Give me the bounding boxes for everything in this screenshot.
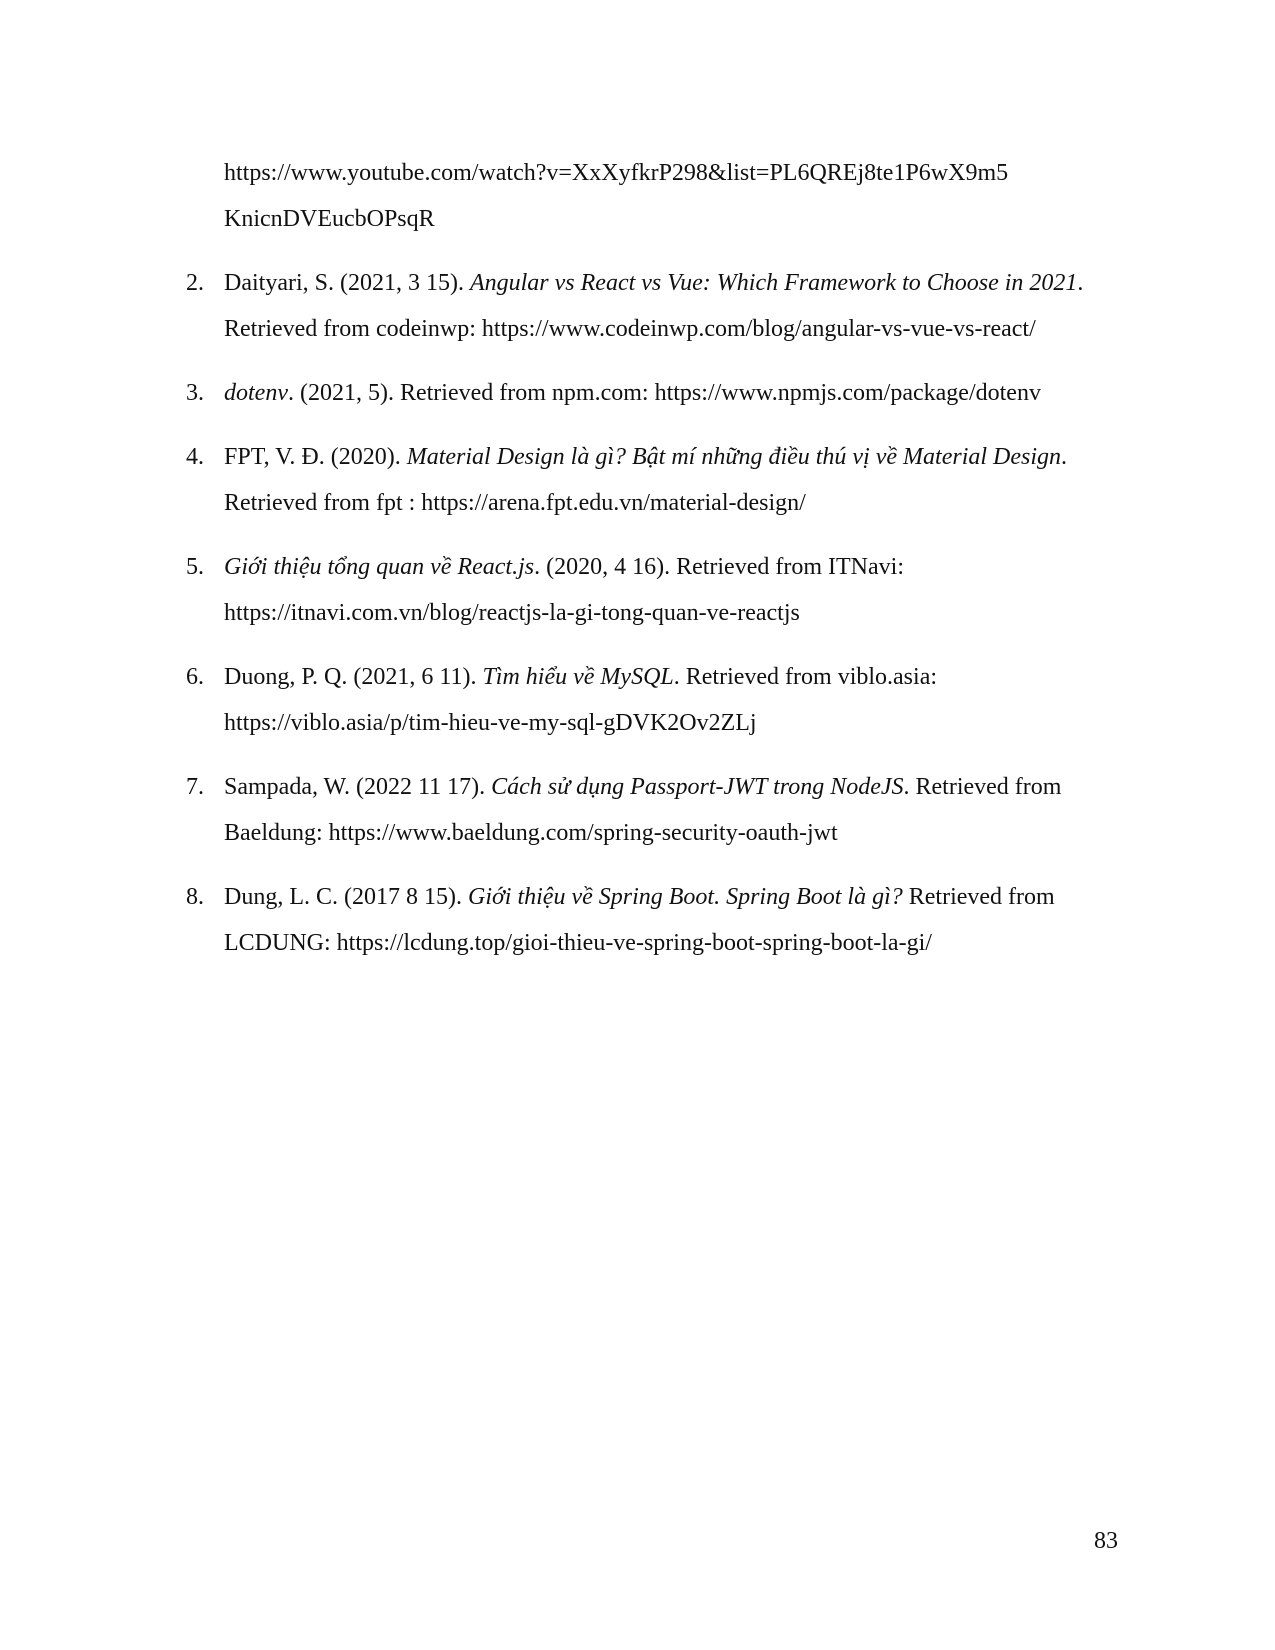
- continuation-url-line-1[interactable]: https://www.youtube.com/watch?v=XxXyfkrP298&list=PL6QREj8te1P6wX9m5: [224, 160, 1009, 186]
- reference-source: . Retrieved from fpt : https://arena.fpt.edu.vn/material-design/: [224, 444, 1068, 516]
- reference-number: 6.: [186, 664, 204, 690]
- continuation-url-line-2[interactable]: KnicnDVEucbOPsqR: [224, 206, 435, 232]
- reference-item-5: [186, 544, 1126, 636]
- reference-source: . Retrieved from codeinwp: https://www.codeinwp.com/blog/angular-vs-vue-vs-react/: [224, 270, 1084, 342]
- reference-item-7: [186, 764, 1126, 856]
- reference-number: 4.: [186, 444, 204, 470]
- reference-author-date: Daityari, S. (2021, 3 15).: [224, 270, 470, 296]
- reference-item-4: [186, 434, 1126, 526]
- reference-number: 7.: [186, 774, 204, 800]
- reference-author-date: FPT, V. Đ. (2020).: [224, 444, 407, 470]
- reference-title: Angular vs React vs Vue: Which Framework to Choose in 2021: [469, 270, 1078, 296]
- reference-list: [186, 150, 1126, 984]
- reference-source: . Retrieved from viblo.asia: https://viblo.asia/p/tim-hieu-ve-my-sql-gDVK2Ov2ZLj: [224, 664, 938, 736]
- reference-title: Cách sử dụng Passport-JWT trong NodeJS: [491, 774, 904, 800]
- reference-number: 8.: [186, 884, 204, 910]
- reference-number: 3.: [186, 380, 204, 406]
- reference-title: Giới thiệu về Spring Boot. Spring Boot là gì?: [467, 884, 903, 910]
- reference-title: Giới thiệu tổng quan về React.js: [224, 554, 535, 580]
- reference-item-8: [186, 874, 1126, 966]
- reference-title: dotenv: [224, 380, 288, 406]
- reference-source: . Retrieved from Baeldung: https://www.baeldung.com/spring-security-oauth-jwt: [224, 774, 1062, 846]
- reference-continuation: [224, 150, 1126, 242]
- reference-title: Tìm hiểu về MySQL: [482, 664, 674, 690]
- reference-source: Retrieved from LCDUNG: https://lcdung.top/gioi-thieu-ve-spring-boot-spring-boot-la-gi/: [224, 884, 1055, 956]
- reference-number: 5.: [186, 554, 204, 580]
- reference-source: . (2021, 5). Retrieved from npm.com: https://www.npmjs.com/package/dotenv: [287, 380, 1041, 406]
- reference-title: Material Design là gì? Bật mí những điều thú vị về Material Design: [406, 444, 1062, 470]
- reference-source: . (2020, 4 16). Retrieved from ITNavi: https://itnavi.com.vn/blog/reactjs-la-gi-tong-quan-ve-reactjs: [224, 554, 904, 626]
- reference-number: 2.: [186, 270, 204, 296]
- reference-author-date: Dung, L. C. (2017 8 15).: [224, 884, 468, 910]
- page-number: 83: [1094, 1528, 1118, 1554]
- reference-author-date: Duong, P. Q. (2021, 6 11).: [224, 664, 483, 690]
- reference-author-date: Sampada, W. (2022 11 17).: [224, 774, 492, 800]
- reference-item-3: [186, 370, 1126, 416]
- reference-item-2: [186, 260, 1126, 352]
- reference-item-6: [186, 654, 1126, 746]
